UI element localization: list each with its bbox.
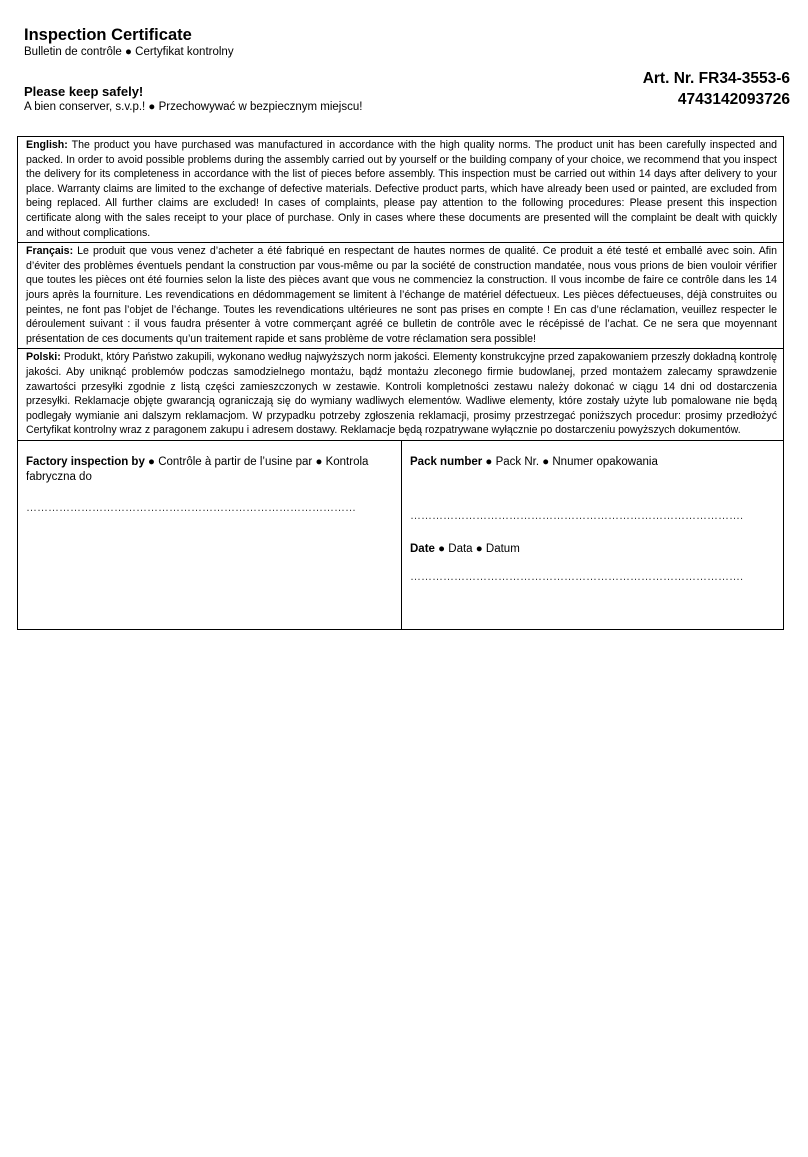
pack-number-field[interactable]: ………………………………………………………………………………. [410, 509, 744, 522]
paragraph-french [18, 243, 783, 349]
pack-label-bold: Pack number [410, 455, 483, 468]
ean-code: 4743142093726 [677, 91, 790, 108]
date-field[interactable]: ………………………………………………………………………………. [410, 570, 744, 583]
date-label-rest: ● Data ● Datum [434, 542, 520, 555]
paragraph-text: Le produit que vous venez d’acheter a été fabriqué en respectant de hautes normes de qualité. Ce produit a été testé et emballé avec soin. Afin d’éviter des problèmes éventuels pendant la construction par vous-même ou par la société de construction mandatée, nous vous prions de bien vouloir vérifier que toutes les pièces ont été fournies selon la liste des pièces avant que vous ne commenciez la construction. Il vous incombe de faire ce contrôle dans les 14 jours après la fourniture. Les revendications en dédommagement se limitent à l’échange de matériel défectueux. Les pièces défectueuses, déjà construites ou peintes, ne font pas l’objet de l’échange. Toutes les revendications ultérieures ne sont pas prises en compte ! En cas d’une réclamation, veuillez respecter le déroulement suivant : il vous faudra présenter à votre commerçant agréé ce bulletin de contrôle avec le récépissé de l’achat. Ce ne sera que moyennant présentation de ces documents qu’un traitement rapide et sans problème de votre réclamation sera possible! [26, 245, 777, 345]
keep-safely-heading: Please keep safely! [24, 84, 144, 99]
pack-date-cell [402, 441, 783, 629]
certificate-title: Inspection Certificate [24, 26, 192, 44]
date-label-bold: Date [410, 542, 435, 555]
pack-number-label [410, 455, 775, 470]
paragraph-text: Produkt, który Państwo zakupili, wykonano według najwyższych norm jakości. Elementy konstrukcyjne przed zapakowaniem przeszły dokładną kontrolę jakości. Aby uniknąć problemów podczas samodzielnego montażu, bądź montażu zleconego firmie budowlanej, przed montażem zalecamy sprawdzenie zawartości przesyłki zgodnie z listą części zamieszczonych w zestawie. Kontroli kompletności zestawu należy dokonać w ciągu 14 dni od dostarczenia przesyłki. Reklamacje objęte gwarancją ograniczają się do wymiany wadliwych elementów. Wadliwe elementy, które zostały użyte lub pomalowane nie będą podlegały wymianie ani dalszym reklamacjom. W przypadku potrzeby zgłoszenia reklamacji, prosimy przestrzegać poniższych procedur: prosimy przedłożyć Certyfikat kontrolny wraz z paragonem zakupu i adresem dostawy. Reklamacje będą rozpatrywane wyłącznie po dostarczeniu powyższych dokumentów. [26, 351, 777, 437]
paragraph-polish [18, 349, 783, 441]
signature-grid [18, 441, 783, 629]
pack-label-rest: ● Pack Nr. ● Nnumer opakowania [482, 455, 658, 468]
date-label [410, 542, 775, 557]
factory-inspection-field[interactable]: ……………………………………………………………………………… [26, 501, 356, 514]
certificate-subtitle: Bulletin de contrôle ● Certyfikat kontrolny [24, 46, 234, 58]
factory-inspection-cell [18, 441, 402, 629]
paragraph-label: Polski: [26, 351, 61, 364]
keep-safely-subtitle: A bien conserver, s.v.p.! ● Przechowywać w bezpiecznym miejscu! [24, 101, 363, 113]
certificate-box [17, 136, 784, 630]
paragraph-label: Français: [26, 245, 74, 258]
factory-label-rest: ● Contrôle à partir de l’usine par ● Kontrola fabryczna do [26, 455, 369, 483]
article-number: Art. Nr. FR34-3553-6 [642, 70, 790, 87]
factory-inspection-label [26, 455, 393, 485]
paragraph-english [18, 137, 783, 243]
paragraph-label: English: [26, 139, 68, 151]
article-block [643, 68, 790, 110]
paragraph-text: The product you have purchased was manufactured in accordance with the high quality norms. The product unit has been carefully inspected and packed. In order to avoid possible problems during the assembly carried out by yourself or the building company of your choice, we recommend that you inspect the delivery for its completeness in accordance with the list of pieces before assembly. This inspection must be carried out within 14 days after delivery to your place. Warranty claims are limited to the exchange of defective materials. Defective product parts, which have already been used or painted, are excluded from being replaced. All further claims are excluded! In cases of complaints, please pay attention to the following procedures: Please present this inspection certificate along with the sales receipt to your place of purchase. Only in cases where these documents are presented will the complaint be dealt with quickly and without complications. [26, 139, 777, 239]
factory-label-bold: Factory inspection by [26, 455, 145, 468]
